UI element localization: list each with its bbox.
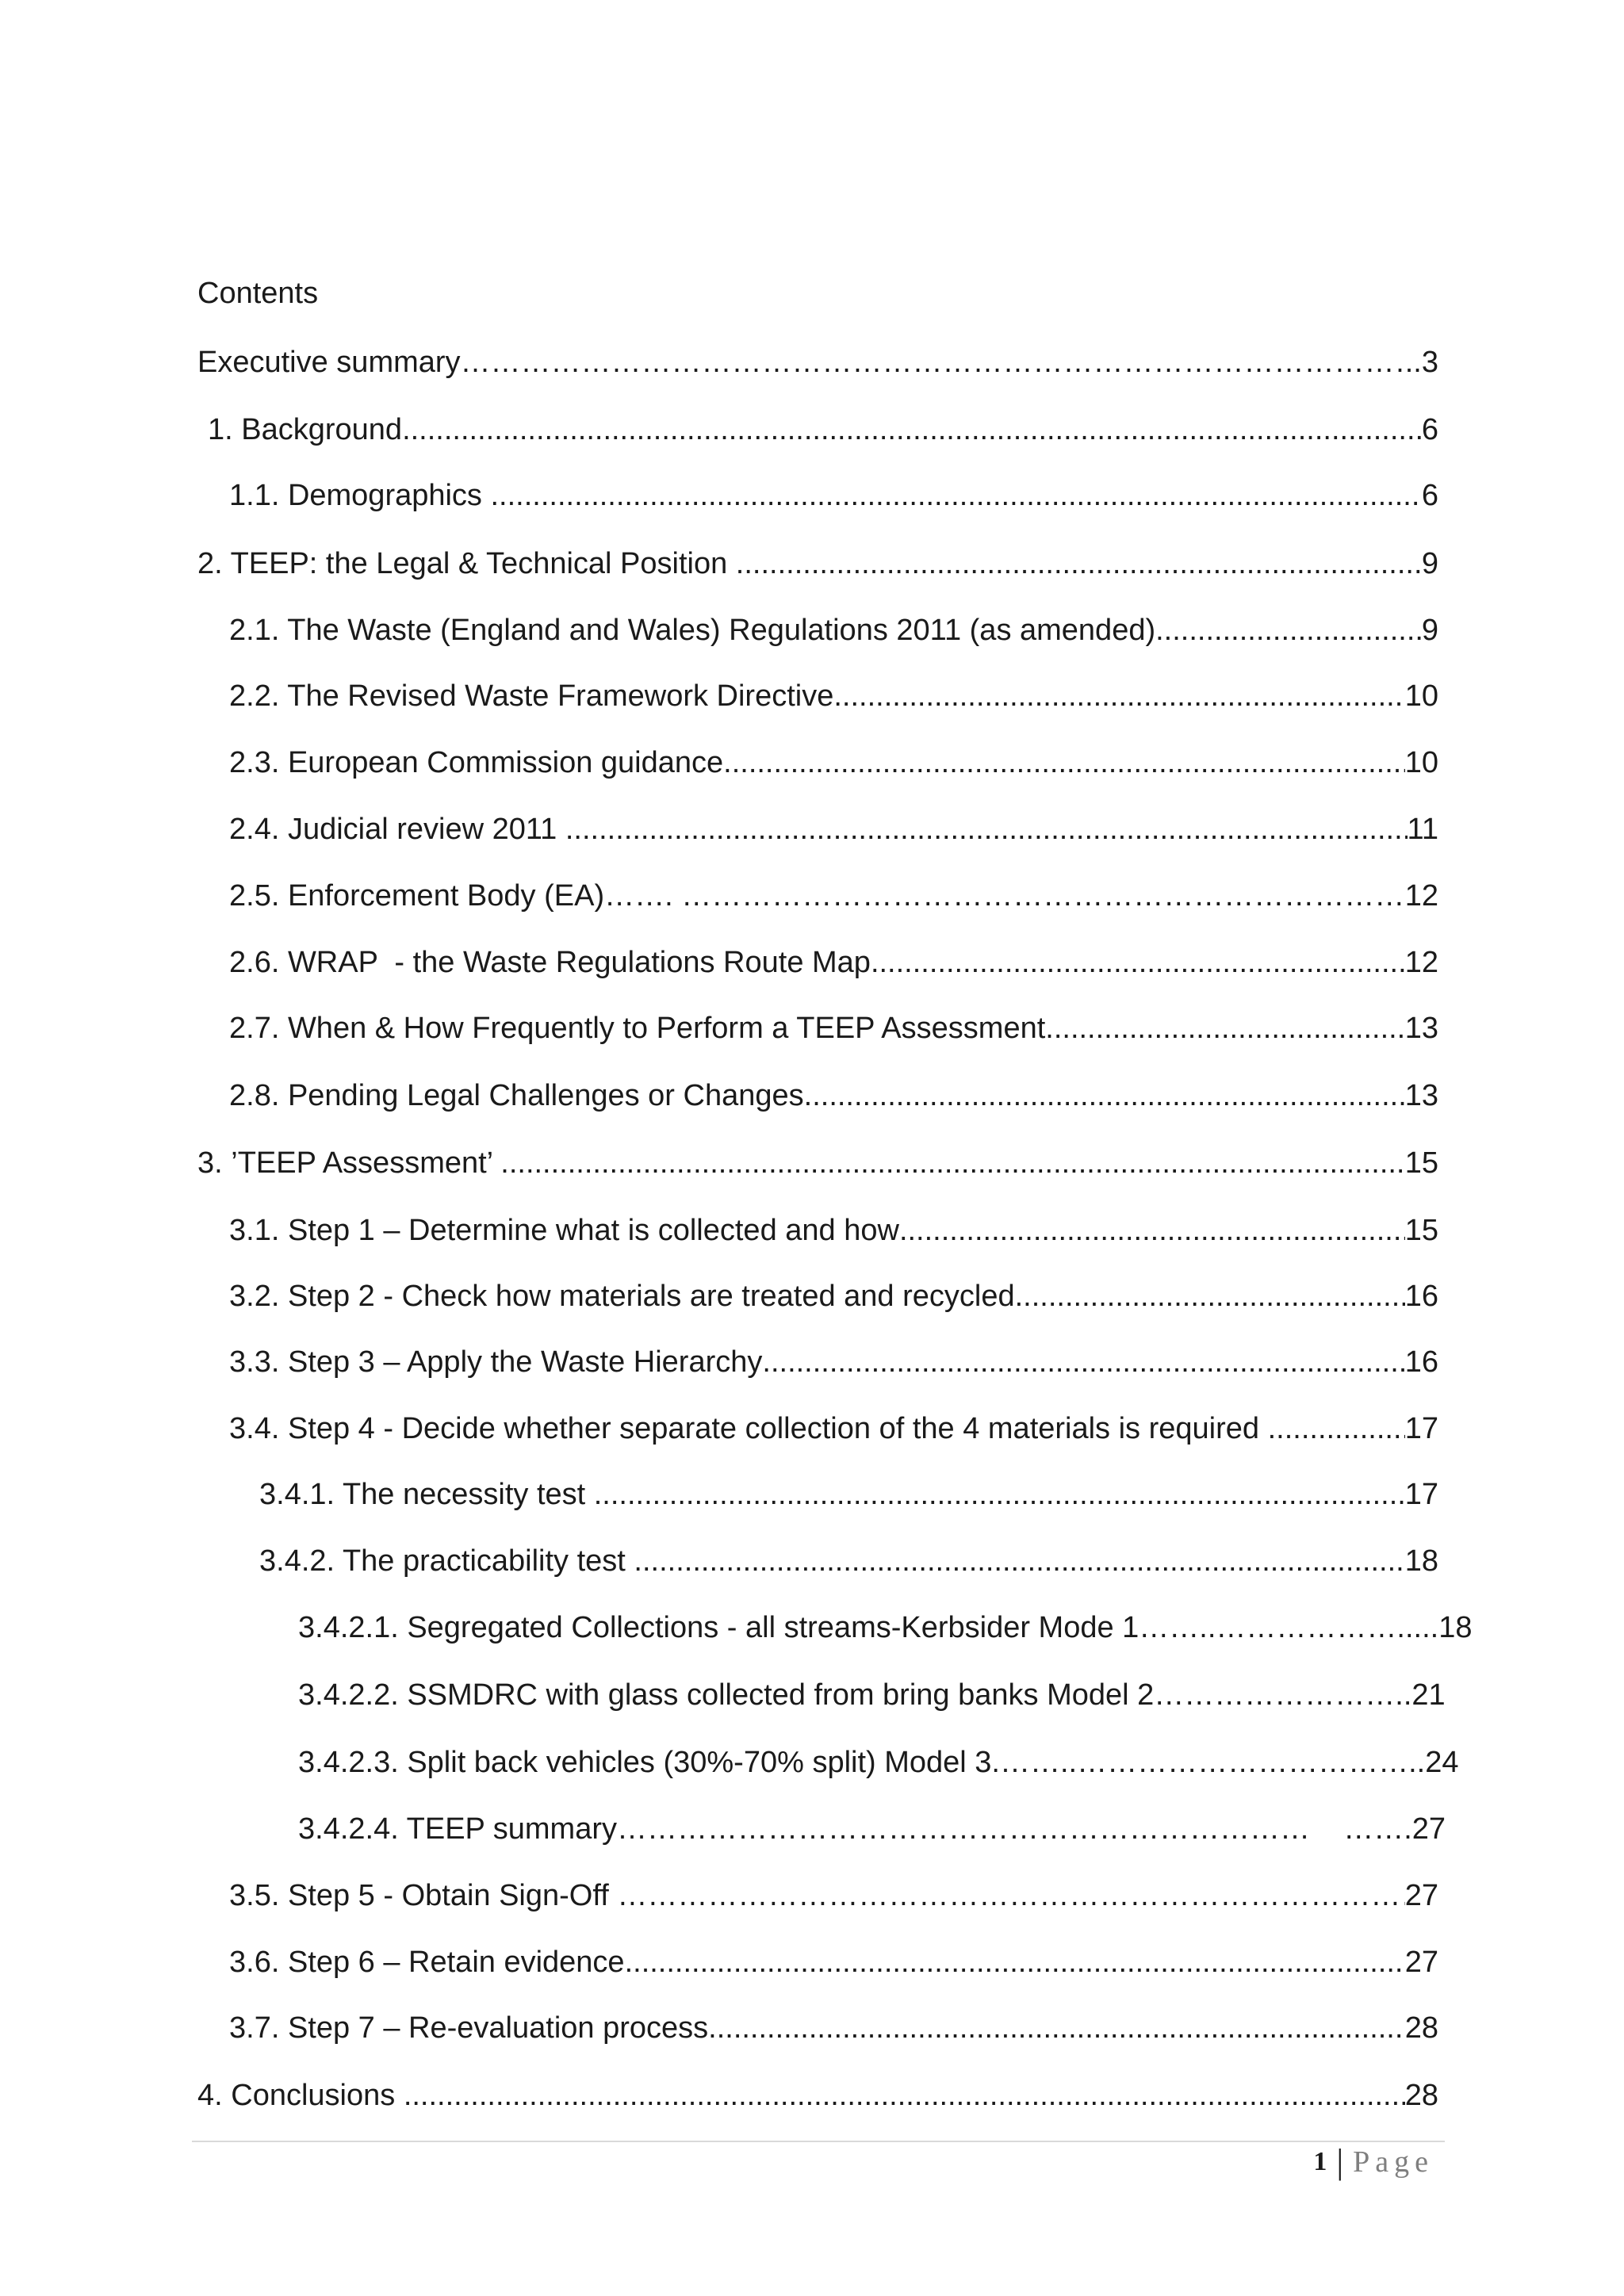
toc-entry-title: 1. Background xyxy=(208,413,403,446)
toc-leader-dots xyxy=(899,1211,1405,1250)
toc-entry[interactable] xyxy=(229,610,1438,650)
toc-leader-dots xyxy=(500,1143,1404,1183)
toc-leader-dots xyxy=(625,1942,1405,1982)
toc-leader-dots xyxy=(1045,1008,1404,1048)
contents-heading: Contents xyxy=(197,277,319,310)
toc-entry[interactable] xyxy=(229,1008,1438,1048)
toc-entry-page: 13 xyxy=(1404,1079,1438,1112)
toc-leader-dots xyxy=(871,943,1405,982)
toc-entry-page: 15 xyxy=(1404,1146,1438,1180)
toc-leader-dots xyxy=(833,676,1404,716)
toc-entry-title: 2.3. European Commission guidance xyxy=(229,746,724,779)
toc-entry-page: 10 xyxy=(1404,746,1438,779)
toc-leader-dots xyxy=(1268,1409,1405,1448)
toc-entry-page: 11 xyxy=(1407,813,1438,846)
toc-entry-title: 3.5. Step 5 - Obtain Sign-Off xyxy=(229,1879,618,1912)
toc-entry-title: 1.1. Demographics xyxy=(229,479,491,512)
toc-entry-page: ..21 xyxy=(1395,1678,1446,1712)
toc-entry-page: 12 xyxy=(1404,879,1438,913)
footer-page-label: Page xyxy=(1353,2145,1434,2179)
footer-divider xyxy=(192,2141,1445,2142)
toc-entry-page: ..24 xyxy=(1408,1746,1459,1779)
toc-entry-title: 2.1. The Waste (England and Wales) Regulations 2011 (as amended) xyxy=(229,614,1156,647)
toc-entry-page: 12 xyxy=(1404,946,1438,979)
toc-entry-title: 2.6. WRAP - the Waste Regulations Route Map xyxy=(229,946,871,979)
toc-leader-dots xyxy=(404,2076,1405,2115)
toc-entry-page: ..3 xyxy=(1404,346,1438,379)
toc-entry-page: 17 xyxy=(1404,1478,1438,1511)
toc-entry[interactable] xyxy=(229,876,1438,916)
toc-entry[interactable] xyxy=(229,1876,1438,1915)
toc-leader-dots xyxy=(1015,1276,1405,1316)
toc-entry[interactable] xyxy=(208,410,1438,450)
toc-entry-page: 6 xyxy=(1421,479,1438,512)
toc-entry[interactable] xyxy=(298,1809,1446,1849)
toc-leader-dots xyxy=(723,743,1405,783)
toc-entry-title: 3.7. Step 7 – Re-evaluation process xyxy=(229,2011,709,2045)
toc-entry[interactable] xyxy=(197,342,1438,382)
toc-entry-title: 2.2. The Revised Waste Framework Directive xyxy=(229,679,834,713)
toc-entry-page: 17 xyxy=(1404,1412,1438,1445)
toc-entry-title: 3.4.1. The necessity test xyxy=(259,1478,594,1511)
toc-entry-title: 2. TEEP: the Legal & Technical Position xyxy=(197,547,736,580)
toc-entry-title: 3.4.2. The practicability test xyxy=(259,1544,634,1578)
toc-entry-page: 16 xyxy=(1404,1345,1438,1379)
toc-entry[interactable] xyxy=(197,544,1438,584)
toc-entry[interactable] xyxy=(229,1076,1438,1115)
toc-entry[interactable] xyxy=(229,1342,1438,1382)
toc-entry[interactable] xyxy=(229,1276,1438,1316)
toc-entry[interactable] xyxy=(197,1143,1438,1183)
footer-page-number: 1 xyxy=(1313,2147,1327,2176)
toc-entry-page: 9 xyxy=(1421,547,1438,580)
toc-entry[interactable] xyxy=(197,2076,1438,2115)
toc-entry[interactable] xyxy=(229,943,1438,982)
toc-leader-dots xyxy=(461,342,1405,382)
toc-entry-title: 2.8. Pending Legal Challenges or Changes xyxy=(229,1079,804,1112)
toc-leader-dots xyxy=(634,1541,1404,1581)
toc-entry-title: 4. Conclusions xyxy=(197,2079,404,2112)
toc-entry-title: 3.4.2.3. Split back vehicles (30%-70% split) Model 3.……..…………………………… xyxy=(298,1746,1409,1779)
toc-leader-dots xyxy=(681,876,1404,916)
toc-leader-dots xyxy=(594,1475,1405,1514)
toc-entry-page: 9 xyxy=(1421,614,1438,647)
toc-leader-dots xyxy=(617,1876,1404,1915)
toc-leader-dots xyxy=(565,809,1408,849)
toc-entry-page: 6 xyxy=(1421,413,1438,446)
toc-leader-dots xyxy=(1155,610,1422,650)
toc-entry-page: 27 xyxy=(1404,1946,1438,1979)
toc-entry[interactable] xyxy=(298,1743,1459,1782)
toc-leader-dots xyxy=(491,476,1422,515)
toc-leader-dots xyxy=(736,544,1422,584)
toc-entry-page: 18 xyxy=(1404,1544,1438,1578)
toc-entry-page: 28 xyxy=(1404,2079,1438,2112)
toc-leader-dots xyxy=(804,1076,1405,1115)
toc-entry-page: 27 xyxy=(1404,1879,1438,1912)
toc-entry-page: 15 xyxy=(1404,1214,1438,1247)
toc-entry[interactable] xyxy=(229,809,1438,849)
toc-entry[interactable] xyxy=(229,676,1438,716)
toc-entry-title: 3.6. Step 6 – Retain evidence xyxy=(229,1946,625,1979)
toc-entry-page: 28 xyxy=(1404,2011,1438,2045)
toc-entry[interactable] xyxy=(229,1211,1438,1250)
toc-entry-title: 2.4. Judicial review 2011 xyxy=(229,813,565,846)
toc-entry-page: ....18 xyxy=(1404,1611,1473,1644)
toc-entry[interactable] xyxy=(298,1608,1473,1647)
toc-entry-page: 16 xyxy=(1404,1280,1438,1313)
toc-entry[interactable] xyxy=(229,1409,1438,1448)
toc-entry[interactable] xyxy=(259,1475,1438,1514)
toc-entry-title: 2.5. Enforcement Body (EA)……. xyxy=(229,879,682,913)
toc-entry-title: 3.2. Step 2 - Check how materials are treated and recycled xyxy=(229,1280,1015,1313)
toc-entry-title: Executive summary xyxy=(197,346,461,379)
toc-leader-dots xyxy=(708,2008,1405,2048)
toc-entry[interactable] xyxy=(298,1675,1446,1715)
toc-entry-page: 27 xyxy=(1411,1812,1446,1846)
toc-entry-title: 3.1. Step 1 – Determine what is collected and how xyxy=(229,1214,899,1247)
toc-leader-dots xyxy=(762,1342,1404,1382)
toc-entry-title: 3.4. Step 4 - Decide whether separate collection of the 4 materials is required xyxy=(229,1412,1268,1445)
toc-entry[interactable] xyxy=(259,1541,1438,1581)
toc-entry[interactable] xyxy=(229,743,1438,783)
toc-entry-page: 13 xyxy=(1404,1012,1438,1045)
page-footer xyxy=(1313,2142,1434,2182)
toc-entry-title: 2.7. When & How Frequently to Perform a TEEP Assessment xyxy=(229,1012,1046,1045)
toc-entry-title: 3.4.2.2. SSMDRC with glass collected from bring banks Model 2…………………… xyxy=(298,1678,1396,1712)
toc-entry[interactable] xyxy=(229,1942,1438,1982)
toc-entry-page: 10 xyxy=(1404,679,1438,713)
toc-entry-title: 3. ’TEEP Assessment’ xyxy=(197,1146,501,1180)
toc-entry-title: 3.4.2.1. Segregated Collections - all streams-Kerbsider Mode 1……..………………. xyxy=(298,1611,1405,1644)
toc-entry-title: 3.3. Step 3 – Apply the Waste Hierarchy xyxy=(229,1345,763,1379)
footer-separator: | xyxy=(1336,2142,1344,2181)
toc-entry[interactable] xyxy=(229,476,1438,515)
toc-entry-title: 3.4.2.4. TEEP summary…………………………………………………………… ……. xyxy=(298,1812,1412,1846)
toc-leader-dots xyxy=(402,410,1422,450)
toc-entry[interactable] xyxy=(229,2008,1438,2048)
